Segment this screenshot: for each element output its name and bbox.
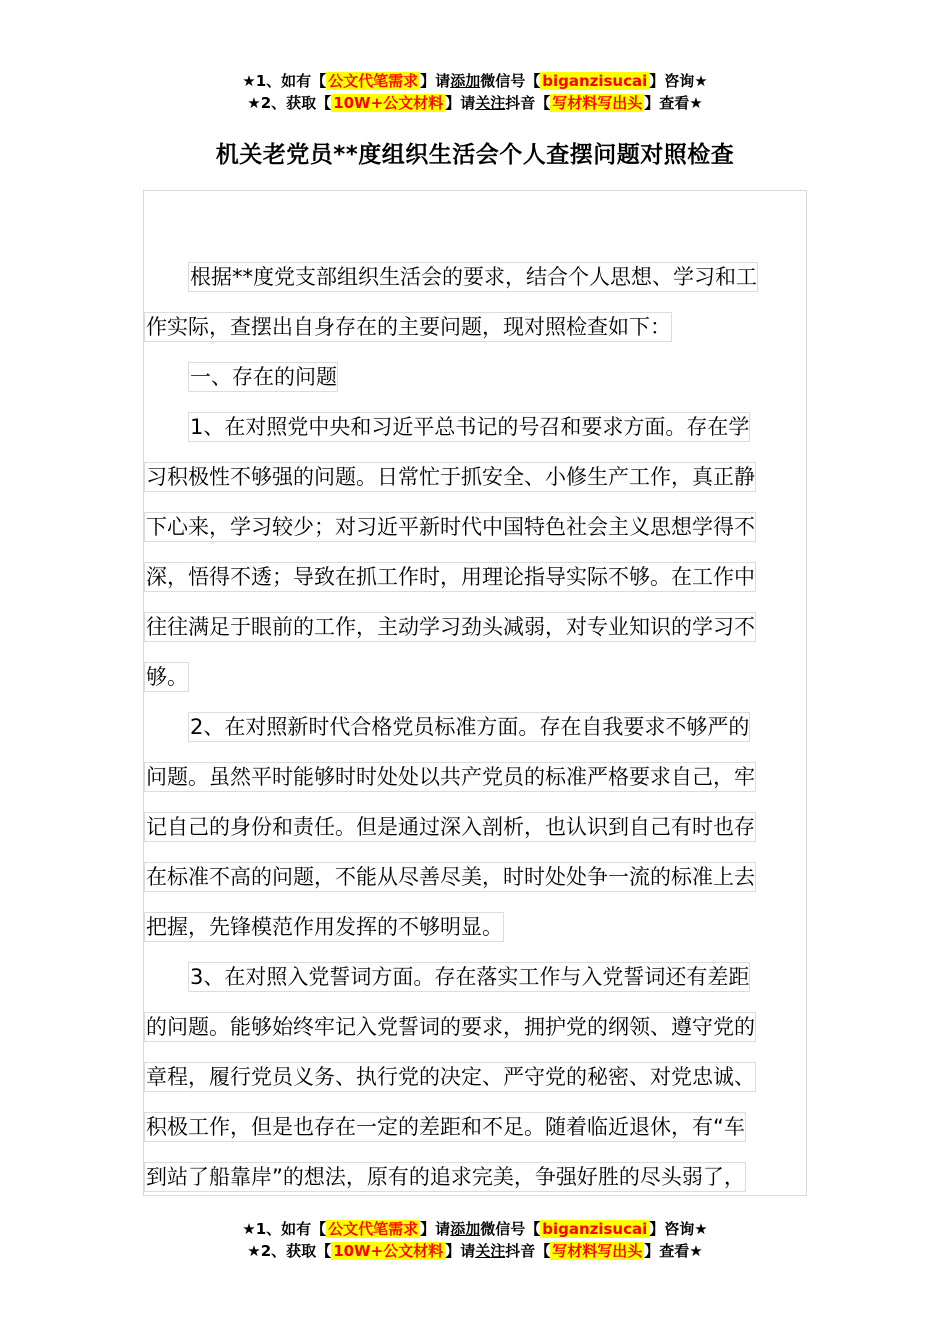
paragraph-line (144, 451, 794, 501)
paragraph-line (144, 1051, 794, 1101)
banner-underlined: 关注 (475, 1242, 506, 1260)
banner-text: ★1、如有【 (242, 72, 327, 90)
document-title: 机关老党员**度组织生活会个人查摆问题对照检查 (215, 142, 735, 168)
banner-text: 微信号【 (480, 72, 541, 90)
line-text: 在标准不高的问题，不能从尽善尽美，时时处处争一流的标准上去 (144, 862, 756, 892)
line-text: 章程，履行党员义务、执行党的决定、严守党的秘密、对党忠诚、 (144, 1062, 756, 1092)
paragraph-line (144, 801, 794, 851)
paragraph-line (144, 401, 794, 451)
paragraph-line (144, 301, 794, 351)
line-text: 一、存在的问题 (188, 362, 338, 392)
document-body (144, 251, 794, 1196)
banner-underlined: 关注 (475, 94, 506, 112)
paragraph-line (144, 501, 794, 551)
banner-text: 】查看★ (644, 1242, 703, 1260)
line-text: 问题。虽然平时能够时时处处以共产党员的标准严格要求自己，牢 (144, 762, 756, 792)
document-body-frame (143, 190, 807, 1196)
line-text: 把握，先锋模范作用发挥的不够明显。 (144, 912, 504, 942)
banner-text: 抖音【 (505, 94, 551, 112)
banner-text: 】请 (420, 72, 451, 90)
line-text: 根据**度党支部组织生活会的要求，结合个人思想、学习和工 (188, 262, 758, 292)
line-text: 习积极性不够强的问题。日常忙于抓安全、小修生产工作，真正静 (144, 462, 756, 492)
line-text: 积极工作，但是也存在一定的差距和不足。随着临近退休，有“车 (144, 1112, 746, 1142)
banner-text: ★1、如有【 (242, 1220, 327, 1238)
banner-underlined: 添加 (450, 1220, 481, 1238)
line-text: 3、在对照入党誓词方面。存在落实工作与入党誓词还有差距 (188, 962, 750, 992)
line-text: 往往满足于眼前的工作，主动学习劲头减弱，对专业知识的学习不 (144, 612, 756, 642)
line-text: 作实际，查摆出自身存在的主要问题，现对照检查如下： (144, 312, 672, 342)
line-text: 的问题。能够始终牢记入党誓词的要求，拥护党的纲领、遵守党的 (144, 1012, 756, 1042)
banner-text: 】查看★ (644, 94, 703, 112)
paragraph-line (144, 901, 794, 951)
line-text: 记自己的身份和责任。但是通过深入剖析，也认识到自己有时也存 (144, 812, 756, 842)
paragraph-line (144, 601, 794, 651)
banner-text: 】咨询★ (649, 72, 708, 90)
banner-text: 】请 (445, 94, 476, 112)
line-text: 深，悟得不透；导致在抓工作时，用理论指导实际不够。在工作中 (144, 562, 756, 592)
banner-text: 微信号【 (480, 1220, 541, 1238)
banner-text: ★2、获取【 (247, 94, 332, 112)
paragraph-line (144, 651, 794, 701)
banner-text: ★2、获取【 (247, 1242, 332, 1260)
highlight-service: 公文代笔需求 (328, 1220, 419, 1238)
banner-line-2 (0, 1240, 950, 1262)
banner-line-1 (0, 70, 950, 92)
paragraph-line (144, 251, 794, 301)
banner-line-1 (0, 1218, 950, 1240)
highlight-wechat-id: biganzisucai (542, 1220, 648, 1238)
highlight-douyin: 写材料写出头 (552, 1242, 643, 1260)
highlight-douyin: 写材料写出头 (552, 94, 643, 112)
paragraph-line (144, 851, 794, 901)
paragraph-line (144, 551, 794, 601)
banner-text: 抖音【 (505, 1242, 551, 1260)
header-banner (0, 70, 950, 114)
paragraph-line (144, 701, 794, 751)
banner-line-2 (0, 92, 950, 114)
footer-banner (0, 1218, 950, 1262)
banner-underlined: 添加 (450, 72, 481, 90)
banner-text: 】请 (445, 1242, 476, 1260)
line-text: 到站了船靠岸”的想法，原有的追求完美，争强好胜的尽头弱了， (144, 1162, 746, 1192)
paragraph-line (144, 1001, 794, 1051)
highlight-materials: 10W+公文材料 (333, 1242, 444, 1260)
paragraph-line (144, 1151, 794, 1196)
paragraph-line (144, 751, 794, 801)
line-text: 1、在对照党中央和习近平总书记的号召和要求方面。存在学 (188, 412, 750, 442)
section-heading (144, 351, 794, 401)
paragraph-line (144, 1101, 794, 1151)
line-text: 2、在对照新时代合格党员标准方面。存在自我要求不够严的 (188, 712, 750, 742)
line-text: 够。 (144, 662, 189, 692)
highlight-wechat-id: biganzisucai (542, 72, 648, 90)
line-text: 下心来，学习较少；对习近平新时代中国特色社会主义思想学得不 (144, 512, 756, 542)
highlight-service: 公文代笔需求 (328, 72, 419, 90)
banner-text: 】请 (420, 1220, 451, 1238)
banner-text: 】咨询★ (649, 1220, 708, 1238)
paragraph-line (144, 951, 794, 1001)
highlight-materials: 10W+公文材料 (333, 94, 444, 112)
